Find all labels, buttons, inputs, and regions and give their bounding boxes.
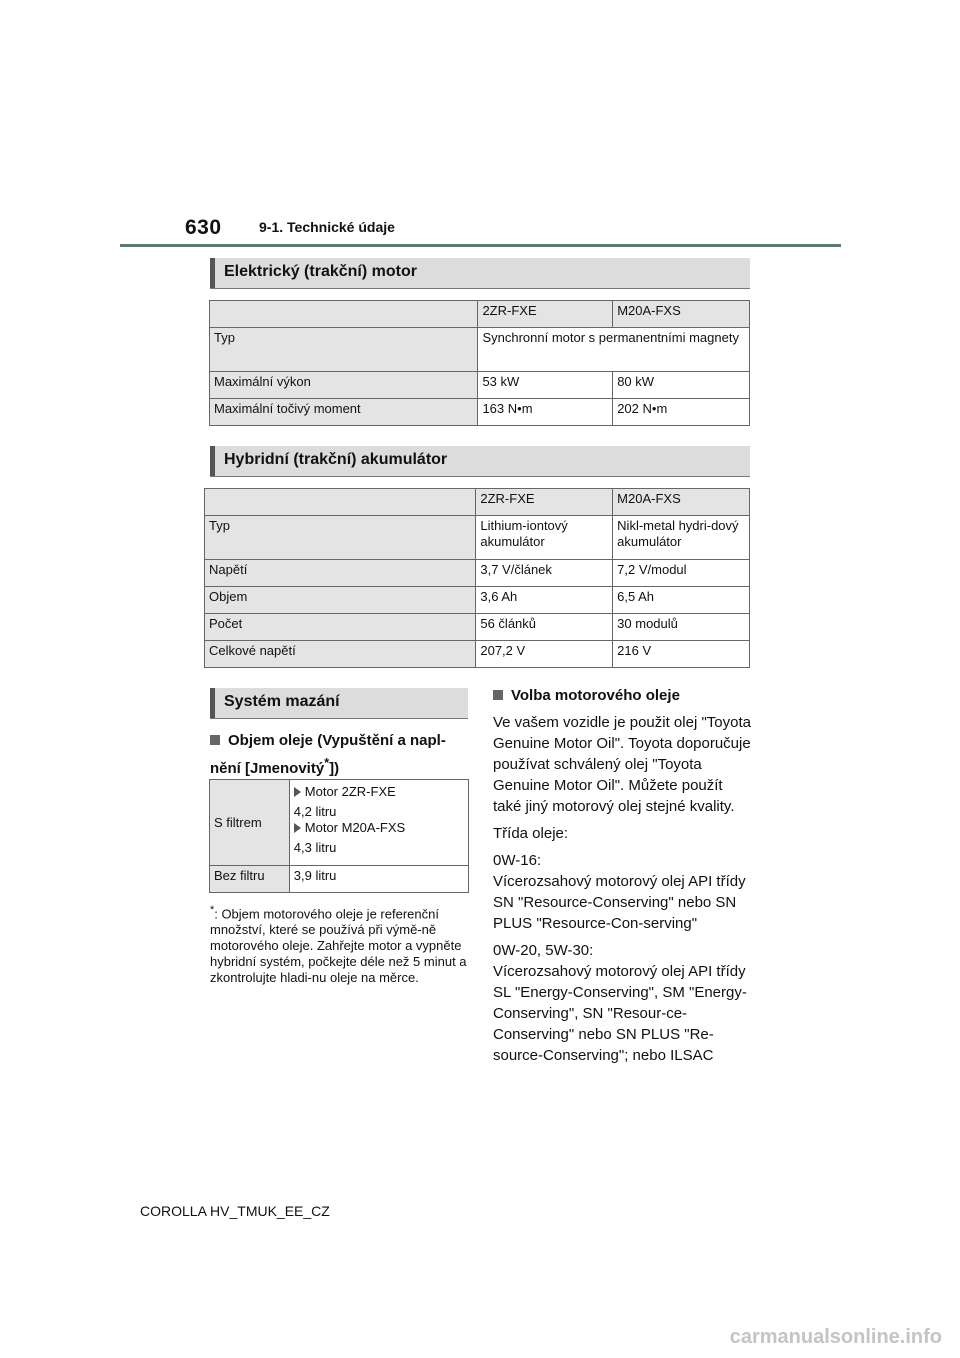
cell-value: 3,9 litru bbox=[289, 866, 468, 893]
cell-value: 6,5 Ah bbox=[613, 587, 750, 614]
engine-line: Motor M20A-FXS bbox=[294, 820, 464, 836]
table-header-row bbox=[205, 489, 750, 516]
cell-value: 80 kW bbox=[613, 372, 750, 399]
header-divider bbox=[120, 244, 841, 247]
square-bullet-icon bbox=[210, 735, 220, 745]
oil-choice-text bbox=[493, 712, 755, 1066]
table-row bbox=[205, 641, 750, 668]
cell-value: 30 modulů bbox=[613, 614, 750, 641]
table-row bbox=[205, 614, 750, 641]
section-heading-lubrication bbox=[210, 688, 468, 719]
table-row bbox=[210, 780, 469, 866]
capacity-value: 4,3 litru bbox=[293, 840, 337, 855]
watermark: carmanualsonline.info bbox=[729, 1326, 942, 1348]
capacity-value: 4,2 litru bbox=[293, 804, 337, 819]
table-row bbox=[205, 587, 750, 614]
battery-spec-table bbox=[204, 488, 750, 668]
cell-value: 202 N•m bbox=[613, 399, 750, 426]
cell-value: 163 N•m bbox=[478, 399, 613, 426]
row-label: Typ bbox=[210, 328, 478, 372]
header-cell: M20A-FXS bbox=[613, 301, 750, 328]
oil-capacity-table bbox=[209, 779, 469, 893]
oil-choice-heading: Volba motorového oleje bbox=[493, 687, 753, 704]
triangle-bullet-icon bbox=[294, 823, 301, 833]
square-bullet-icon bbox=[493, 690, 503, 700]
cell-value: 53 kW bbox=[478, 372, 613, 399]
cell-value: 216 V bbox=[613, 641, 750, 668]
footnote: *: Objem motorového oleje je referenční množství, které se používá při výmě-ně motorového oleje. Zahřejte motor a vypněte hybridní systém, počkejte déle než 5 minut a zkontrolujte hladi-nu oleje na měrce. bbox=[210, 904, 467, 986]
cell-value: 56 článků bbox=[476, 614, 613, 641]
header-cell: 2ZR-FXE bbox=[476, 489, 613, 516]
cell-value: 207,2 V bbox=[476, 641, 613, 668]
row-label: Objem bbox=[205, 587, 476, 614]
row-label: Bez filtru bbox=[210, 866, 290, 893]
triangle-bullet-icon bbox=[294, 787, 301, 797]
table-row bbox=[205, 560, 750, 587]
row-label: Maximální točivý moment bbox=[210, 399, 478, 426]
cell-value bbox=[289, 780, 468, 866]
table-row bbox=[210, 399, 750, 426]
paragraph: Ve vašem vozidle je použit olej "Toyota Genuine Motor Oil". Toyota doporučuje používat schválený olej "Toyota Genuine Motor Oil". Můžete použít také jiný motorový olej stejné kvality. bbox=[493, 714, 751, 815]
cell-value: 3,6 Ah bbox=[476, 587, 613, 614]
table-row bbox=[210, 372, 750, 399]
header-cell: 2ZR-FXE bbox=[478, 301, 613, 328]
motor-spec-table bbox=[209, 300, 750, 426]
table-header-row bbox=[210, 301, 750, 328]
row-label: Typ bbox=[205, 516, 476, 560]
header-cell bbox=[210, 301, 478, 328]
page-number: 630 bbox=[185, 216, 222, 239]
cell-value: 7,2 V/modul bbox=[613, 560, 750, 587]
footer-model: COROLLA HV_TMUK_EE_CZ bbox=[140, 1203, 330, 1219]
section-heading-motor bbox=[210, 258, 750, 289]
row-label: Maximální výkon bbox=[210, 372, 478, 399]
cell-value: Lithium-iontový akumulátor bbox=[476, 516, 613, 560]
row-label: Počet bbox=[205, 614, 476, 641]
row-label: Napětí bbox=[205, 560, 476, 587]
paragraph: 0W-20, 5W-30: Vícerozsahový motorový olej API třídy SL "Energy-Conserving", SM "Energy-Conserving", SN "Resour-ce-Conserving" nebo SN PLUS "Re-source-Conserving"; nebo ILSAC bbox=[493, 942, 747, 1064]
row-label: Celkové napětí bbox=[205, 641, 476, 668]
table-row bbox=[205, 516, 750, 560]
section-heading-battery bbox=[210, 446, 750, 477]
table-row bbox=[210, 328, 750, 372]
paragraph: 0W-16: Vícerozsahový motorový olej API třídy SN "Resource-Conserving" nebo SN PLUS "Resource-Con-serving" bbox=[493, 852, 746, 932]
engine-line: Motor 2ZR-FXE bbox=[294, 784, 464, 800]
cell-value: 3,7 V/článek bbox=[476, 560, 613, 587]
header-cell bbox=[205, 489, 476, 516]
paragraph: Třída oleje: bbox=[493, 825, 569, 842]
table-row bbox=[210, 866, 469, 893]
oil-capacity-heading: Objem oleje (Vypuštění a napl-nění [Jmenovitý*]) bbox=[210, 732, 446, 777]
cell-value: Nikl-metal hydri-dový akumulátor bbox=[613, 516, 750, 560]
chapter-title: 9-1. Technické údaje bbox=[259, 219, 395, 235]
row-label: S filtrem bbox=[210, 780, 290, 866]
section-title: Elektrický (trakční) motor bbox=[224, 263, 417, 280]
section-title: Hybridní (trakční) akumulátor bbox=[224, 451, 448, 468]
cell-value: Synchronní motor s permanentními magnety bbox=[478, 328, 750, 372]
section-title: Systém mazání bbox=[224, 693, 340, 710]
header-cell: M20A-FXS bbox=[613, 489, 750, 516]
